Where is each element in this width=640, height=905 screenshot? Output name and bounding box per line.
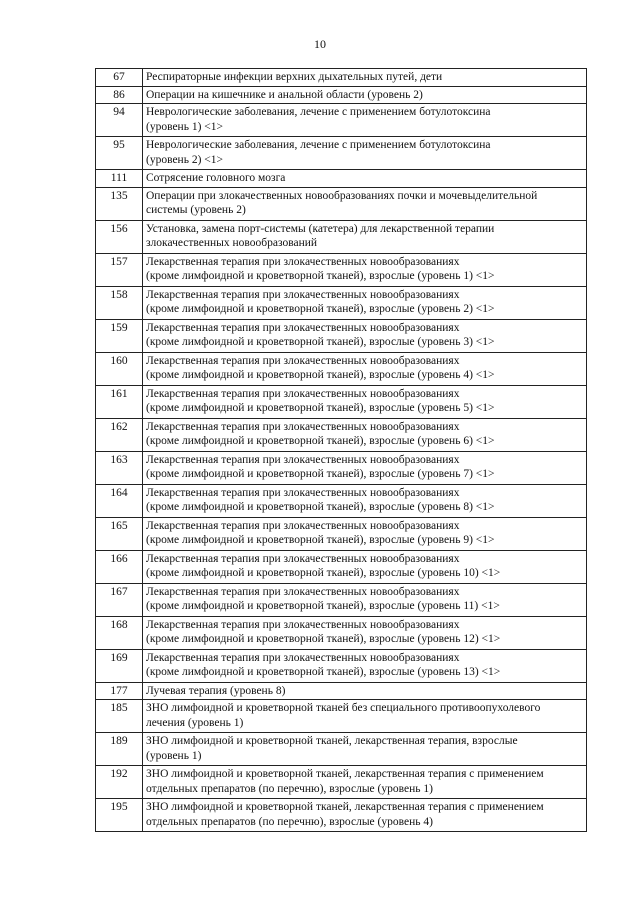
table-row xyxy=(96,86,587,104)
table-row xyxy=(96,700,587,733)
row-code: 177 xyxy=(96,682,143,700)
row-description xyxy=(143,700,587,733)
table-row xyxy=(96,352,587,385)
description-line: Лекарственная терапия при злокачественных новообразованиях xyxy=(146,255,460,268)
row-code: 185 xyxy=(96,700,143,733)
row-code: 167 xyxy=(96,583,143,616)
description-line: Лекарственная терапия при злокачественных новообразованиях xyxy=(146,354,460,367)
row-code: 192 xyxy=(96,766,143,799)
table-row xyxy=(96,682,587,700)
row-description xyxy=(143,550,587,583)
row-code: 162 xyxy=(96,418,143,451)
row-code: 157 xyxy=(96,253,143,286)
row-code: 135 xyxy=(96,187,143,220)
row-description xyxy=(143,319,587,352)
table-row xyxy=(96,517,587,550)
description-line: Лекарственная терапия при злокачественных новообразованиях xyxy=(146,420,460,433)
description-line: Лекарственная терапия при злокачественных новообразованиях xyxy=(146,618,460,631)
description-line: Лекарственная терапия при злокачественных новообразованиях xyxy=(146,486,460,499)
table-row xyxy=(96,385,587,418)
table-row xyxy=(96,418,587,451)
row-code: 189 xyxy=(96,733,143,766)
table-row xyxy=(96,484,587,517)
row-code: 166 xyxy=(96,550,143,583)
row-description xyxy=(143,86,587,104)
description-line: (кроме лимфоидной и кроветворной тканей), взрослые (уровень 1) <1> xyxy=(146,270,495,282)
row-description xyxy=(143,583,587,616)
description-line: Установка, замена порт-системы (катетера) для лекарственной терапии xyxy=(146,222,495,235)
row-description xyxy=(143,682,587,700)
table-row xyxy=(96,220,587,253)
table-body xyxy=(96,69,587,832)
description-line: Лекарственная терапия при злокачественных новообразованиях xyxy=(146,552,460,565)
row-code: 156 xyxy=(96,220,143,253)
row-description xyxy=(143,451,587,484)
description-line: (кроме лимфоидной и кроветворной тканей), взрослые (уровень 3) <1> xyxy=(146,336,495,348)
row-description xyxy=(143,69,587,87)
row-description xyxy=(143,799,587,832)
description-line: (кроме лимфоидной и кроветворной тканей), взрослые (уровень 12) <1> xyxy=(146,633,501,645)
page-number: 10 xyxy=(314,37,326,51)
row-code: 67 xyxy=(96,69,143,87)
description-line: ЗНО лимфоидной и кроветворной тканей, лекарственная терапия, взрослые xyxy=(146,735,518,747)
row-description xyxy=(143,187,587,220)
row-description xyxy=(143,220,587,253)
description-line: Лекарственная терапия при злокачественных новообразованиях xyxy=(146,519,460,532)
description-line: (кроме лимфоидной и кроветворной тканей), взрослые (уровень 5) <1> xyxy=(146,402,495,414)
description-line: (кроме лимфоидной и кроветворной тканей), взрослые (уровень 9) <1> xyxy=(146,534,495,546)
table-row xyxy=(96,286,587,319)
row-description xyxy=(143,352,587,385)
table-row xyxy=(96,170,587,188)
description-line: (кроме лимфоидной и кроветворной тканей), взрослые (уровень 2) <1> xyxy=(146,303,495,315)
description-line: системы (уровень 2) xyxy=(146,204,246,216)
row-code: 86 xyxy=(96,86,143,104)
description-line: Лучевая терапия (уровень 8) xyxy=(146,684,286,697)
row-code: 168 xyxy=(96,616,143,649)
table-row xyxy=(96,799,587,832)
row-description xyxy=(143,170,587,188)
table-row xyxy=(96,104,587,137)
description-line: (кроме лимфоидной и кроветворной тканей), взрослые (уровень 11) <1> xyxy=(146,600,500,612)
row-code: 164 xyxy=(96,484,143,517)
description-line: Лекарственная терапия при злокачественных новообразованиях xyxy=(146,387,460,400)
row-description xyxy=(143,517,587,550)
description-line: Лекарственная терапия при злокачественных новообразованиях xyxy=(146,651,460,664)
table-row xyxy=(96,583,587,616)
description-line: (уровень 1) <1> xyxy=(146,120,223,133)
description-line: Сотрясение головного мозга xyxy=(146,172,286,184)
description-line: Лекарственная терапия при злокачественных новообразованиях xyxy=(146,321,460,334)
description-line: (кроме лимфоидной и кроветворной тканей), взрослые (уровень 13) <1> xyxy=(146,666,501,678)
table-row xyxy=(96,733,587,766)
table-row xyxy=(96,616,587,649)
description-line: Лекарственная терапия при злокачественных новообразованиях xyxy=(146,288,460,301)
row-description xyxy=(143,385,587,418)
row-code: 163 xyxy=(96,451,143,484)
row-description xyxy=(143,616,587,649)
row-code: 165 xyxy=(96,517,143,550)
document-table xyxy=(95,68,587,832)
row-code: 160 xyxy=(96,352,143,385)
table-row xyxy=(96,319,587,352)
description-line: Лекарственная терапия при злокачественных новообразованиях xyxy=(146,453,460,466)
description-line: (уровень 2) <1> xyxy=(146,153,223,166)
row-description xyxy=(143,766,587,799)
table-row xyxy=(96,766,587,799)
table-row xyxy=(96,187,587,220)
description-line: отдельных препаратов (по перечню), взрослые (уровень 4) xyxy=(146,815,433,828)
row-code: 169 xyxy=(96,649,143,682)
row-code: 94 xyxy=(96,104,143,137)
description-line: (кроме лимфоидной и кроветворной тканей), взрослые (уровень 7) <1> xyxy=(146,468,495,480)
row-description xyxy=(143,418,587,451)
description-line: (кроме лимфоидной и кроветворной тканей), взрослые (уровень 4) <1> xyxy=(146,369,495,381)
row-code: 195 xyxy=(96,799,143,832)
description-line: Операции при злокачественных новообразованиях почки и мочевыделительной xyxy=(146,189,538,202)
row-code: 111 xyxy=(96,170,143,188)
description-line: (кроме лимфоидной и кроветворной тканей), взрослые (уровень 6) <1> xyxy=(146,435,495,447)
row-description xyxy=(143,104,587,137)
description-line: Операции на кишечнике и анальной области (уровень 2) xyxy=(146,88,423,101)
row-description xyxy=(143,286,587,319)
description-line: злокачественных новообразований xyxy=(146,237,318,249)
table-row xyxy=(96,451,587,484)
row-code: 161 xyxy=(96,385,143,418)
table-row xyxy=(96,69,587,87)
description-line: отдельных препаратов (по перечню), взрослые (уровень 1) xyxy=(146,782,433,795)
table-row xyxy=(96,550,587,583)
row-description xyxy=(143,733,587,766)
description-line: (уровень 1) xyxy=(146,749,202,762)
row-code: 159 xyxy=(96,319,143,352)
description-line: ЗНО лимфоидной и кроветворной тканей без специального противоопухолевого xyxy=(146,702,541,714)
description-line: Лекарственная терапия при злокачественных новообразованиях xyxy=(146,585,460,598)
description-line: (кроме лимфоидной и кроветворной тканей), взрослые (уровень 10) <1> xyxy=(146,567,501,579)
description-line: Респираторные инфекции верхних дыхательных путей, дети xyxy=(146,71,443,83)
row-description xyxy=(143,484,587,517)
description-line: ЗНО лимфоидной и кроветворной тканей, лекарственная терапия с применением xyxy=(146,768,544,780)
row-description xyxy=(143,253,587,286)
row-description xyxy=(143,649,587,682)
row-description xyxy=(143,137,587,170)
description-line: ЗНО лимфоидной и кроветворной тканей, лекарственная терапия с применением xyxy=(146,801,544,813)
description-line: Неврологические заболевания, лечение с применением ботулотоксина xyxy=(146,139,491,151)
table-row xyxy=(96,649,587,682)
table-row xyxy=(96,253,587,286)
description-line: Неврологические заболевания, лечение с применением ботулотоксина xyxy=(146,106,491,118)
table-row xyxy=(96,137,587,170)
row-code: 95 xyxy=(96,137,143,170)
row-code: 158 xyxy=(96,286,143,319)
description-line: лечения (уровень 1) xyxy=(146,716,244,729)
description-line: (кроме лимфоидной и кроветворной тканей), взрослые (уровень 8) <1> xyxy=(146,501,495,513)
